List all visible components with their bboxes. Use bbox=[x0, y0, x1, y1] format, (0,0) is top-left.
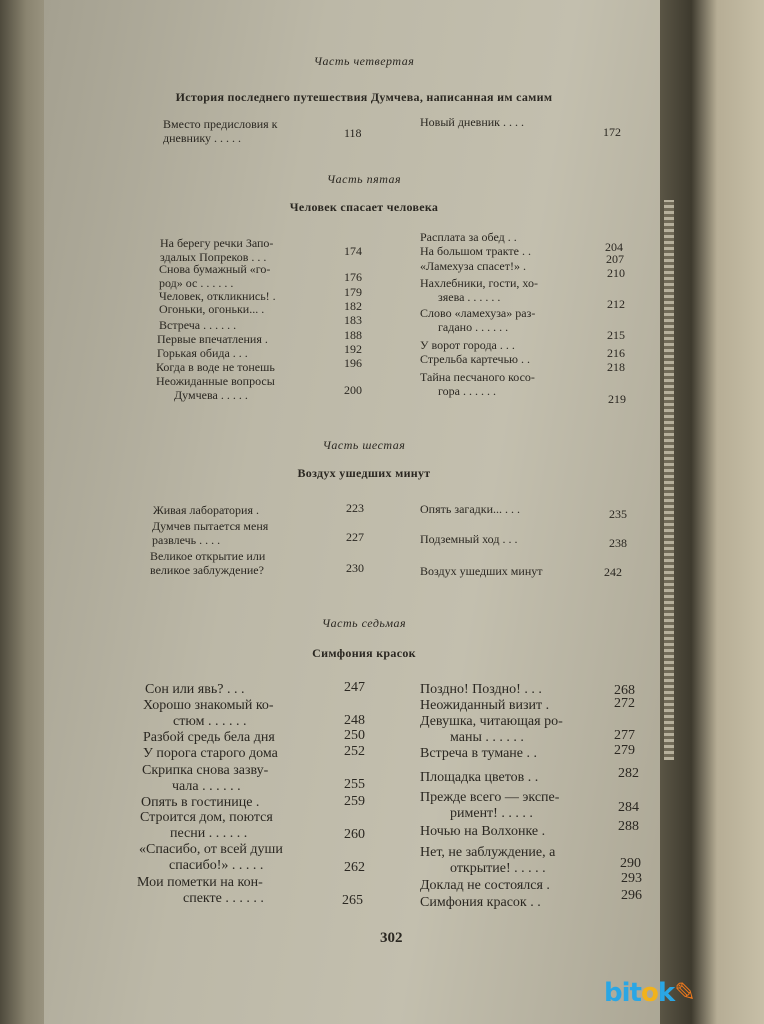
part-4-title: История последнего путешествия Думчева, написанная им самим bbox=[175, 90, 553, 104]
part-5-title: Человек спасает человека bbox=[289, 200, 439, 214]
part-7-heading: Часть седьмая bbox=[321, 616, 407, 630]
entry-line: здалых Попреков . . . bbox=[160, 250, 267, 264]
entry-line: маны . . . . . . bbox=[450, 730, 524, 745]
entry-line: дневнику . . . . . bbox=[163, 131, 242, 145]
toc-page-number: 218 bbox=[607, 360, 625, 374]
toc-page-number: 290 bbox=[620, 856, 641, 871]
entry-line: Нахлебники, гости, хо- bbox=[420, 276, 538, 290]
toc-entry bbox=[141, 795, 259, 811]
toc-entry bbox=[152, 519, 268, 547]
entry-line: У порога старого дома bbox=[143, 746, 278, 761]
toc-entry bbox=[420, 564, 543, 578]
toc-page-number: 279 bbox=[614, 743, 635, 758]
toc-entry bbox=[420, 746, 537, 762]
toc-page-number: 216 bbox=[607, 346, 625, 360]
toc-entry bbox=[420, 845, 555, 877]
toc-entry bbox=[420, 276, 538, 304]
entry-line: Когда в воде не тонешь bbox=[156, 360, 275, 374]
toc-page-number: 176 bbox=[344, 270, 362, 284]
toc-entry bbox=[156, 360, 275, 374]
toc-page-number: 250 bbox=[344, 728, 365, 743]
toc-entry bbox=[139, 842, 283, 874]
entry-line: Ночью на Волхонке . bbox=[420, 824, 546, 839]
entry-line: Воздух ушедших минут bbox=[420, 564, 543, 578]
entry-line: Расплата за обед . . bbox=[420, 230, 517, 244]
toc-page-number: 268 bbox=[614, 683, 635, 698]
toc-page-number: 272 bbox=[614, 696, 635, 711]
toc-page-number: 282 bbox=[618, 766, 639, 781]
toc-entry bbox=[420, 338, 515, 352]
entry-line: На берегу речки Запо- bbox=[160, 236, 274, 250]
toc-page-number: 259 bbox=[344, 794, 365, 809]
toc-entry bbox=[140, 810, 273, 842]
entry-line: Неожиданный визит . bbox=[420, 698, 550, 713]
entry-line: Слово «ламехуза» раз- bbox=[420, 306, 536, 320]
entry-line: Неожиданные вопросы bbox=[156, 374, 275, 388]
toc-entry bbox=[156, 374, 275, 402]
hammer-icon: ✎ bbox=[674, 978, 695, 1008]
toc-page-number: 174 bbox=[344, 244, 362, 258]
part-4-heading: Часть четвертая bbox=[313, 54, 415, 68]
part-5-heading: Часть пятая bbox=[326, 172, 402, 186]
entry-line: Мои пометки на кон- bbox=[137, 875, 263, 890]
page-number: 302 bbox=[380, 930, 403, 946]
toc-page-number: 265 bbox=[342, 893, 363, 908]
entry-line: Девушка, читающая ро- bbox=[420, 714, 563, 729]
book-edge-left bbox=[0, 0, 48, 1024]
book-gutter bbox=[657, 0, 764, 1024]
toc-page-number: 288 bbox=[618, 819, 639, 834]
entry-line: Встреча в тумане . . bbox=[420, 746, 538, 761]
entry-line: Тайна песчаного косо- bbox=[420, 370, 535, 384]
toc-page-number: 262 bbox=[344, 860, 365, 875]
toc-entry bbox=[143, 730, 275, 746]
entry-line: «Спасибо, от всей души bbox=[139, 842, 283, 857]
entry-line: На большом тракте . . bbox=[420, 244, 531, 258]
toc-entry bbox=[143, 746, 278, 762]
watermark-middle: o bbox=[640, 978, 658, 1008]
toc-page-number: 192 bbox=[344, 342, 362, 356]
entry-line: спекте . . . . . . bbox=[183, 891, 264, 906]
toc-page-number: 212 bbox=[607, 297, 625, 311]
entry-line: Поздно! Поздно! . . . bbox=[420, 682, 542, 697]
entry-line: Первые впечатления . bbox=[157, 332, 268, 346]
toc-page-number: 230 bbox=[346, 561, 364, 575]
entry-line: Вместо предисловия к bbox=[163, 117, 278, 131]
entry-line: Симфония красок . . bbox=[420, 895, 541, 910]
site-watermark-logo bbox=[604, 978, 695, 1008]
toc-entry bbox=[420, 770, 538, 786]
toc-page-number: 255 bbox=[344, 777, 365, 792]
toc-page-number: 260 bbox=[344, 827, 365, 842]
entry-line: Думчева . . . . . bbox=[174, 388, 248, 402]
toc-page-number: 183 bbox=[344, 313, 362, 327]
toc-page-number: 296 bbox=[621, 888, 642, 903]
entry-line: род» ос . . . . . . bbox=[159, 276, 234, 290]
entry-line: Снова бумажный «го- bbox=[159, 262, 271, 276]
toc-page-number: 247 bbox=[344, 680, 365, 695]
toc-page-number: 179 bbox=[344, 285, 362, 299]
toc-entry bbox=[160, 236, 273, 264]
entry-line: Хорошо знакомый ко- bbox=[143, 698, 274, 713]
toc-page-number: 252 bbox=[344, 744, 365, 759]
entry-line: Встреча . . . . . . bbox=[159, 318, 237, 332]
entry-line: Думчев пытается меня bbox=[152, 519, 269, 533]
entry-line: открытие! . . . . . bbox=[450, 861, 546, 876]
toc-entry bbox=[159, 318, 236, 332]
entry-line: Живая лаборатория . bbox=[153, 503, 259, 517]
entry-line: римент! . . . . . bbox=[450, 806, 533, 821]
toc-entry bbox=[420, 370, 535, 398]
toc-entry bbox=[159, 302, 264, 316]
toc-entry bbox=[157, 346, 248, 360]
watermark-right: k bbox=[657, 978, 675, 1008]
entry-line: гадано . . . . . . bbox=[438, 320, 509, 334]
toc-page-number: 219 bbox=[608, 392, 626, 406]
entry-line: Опять загадки... . . . bbox=[420, 502, 520, 516]
entry-line: У ворот города . . . bbox=[420, 338, 515, 352]
entry-line: Разбой средь бела дня bbox=[143, 730, 275, 745]
toc-entry bbox=[420, 259, 526, 273]
toc-entry bbox=[420, 714, 563, 746]
part-7-title: Симфония красок bbox=[312, 646, 416, 660]
toc-page-number: 182 bbox=[344, 299, 362, 313]
toc-entry bbox=[420, 824, 545, 840]
toc-page-number: 248 bbox=[344, 713, 365, 728]
toc-page-number: 207 bbox=[606, 252, 624, 266]
toc-page-number: 238 bbox=[609, 536, 627, 550]
toc-entry bbox=[420, 115, 524, 129]
toc-page-number: 277 bbox=[614, 728, 635, 743]
entry-line: Опять в гостинице . bbox=[141, 795, 260, 810]
toc-entry bbox=[420, 532, 517, 546]
toc-entry bbox=[157, 332, 268, 346]
entry-line: Великое открытие или bbox=[150, 549, 266, 563]
toc-page-number: 227 bbox=[346, 530, 364, 544]
entry-line: гора . . . . . . bbox=[438, 384, 496, 398]
toc-entry bbox=[420, 790, 559, 822]
entry-line: зяева . . . . . . bbox=[438, 290, 501, 304]
toc-page-number: 242 bbox=[604, 565, 622, 579]
toc-page-number: 223 bbox=[346, 501, 364, 515]
entry-line: Сон или явь? . . . bbox=[145, 682, 245, 697]
entry-line: стюм . . . . . . bbox=[173, 714, 247, 729]
entry-line: спасибо!» . . . . . bbox=[169, 858, 264, 873]
toc-entry bbox=[143, 698, 274, 730]
part-6-heading: Часть шестая bbox=[322, 438, 406, 452]
entry-line: Горькая обида . . . bbox=[157, 346, 248, 360]
toc-entry bbox=[420, 878, 550, 894]
toc-entry bbox=[420, 244, 531, 258]
toc-page-number: 235 bbox=[609, 507, 627, 521]
toc-page-number: 284 bbox=[618, 800, 639, 815]
toc-page-number: 204 bbox=[605, 240, 623, 254]
entry-line: Стрельба картечью . . bbox=[420, 352, 531, 366]
toc-entry bbox=[420, 502, 520, 516]
toc-page-number: 172 bbox=[603, 125, 621, 139]
toc-page-number: 188 bbox=[344, 328, 362, 342]
toc-entry bbox=[163, 117, 278, 145]
toc-entry bbox=[159, 262, 270, 290]
toc-entry bbox=[137, 875, 264, 907]
entry-line: Человек, откликнись! . bbox=[159, 289, 276, 303]
toc-entry bbox=[420, 306, 535, 334]
toc-entry bbox=[142, 763, 268, 795]
toc-entry bbox=[420, 230, 517, 244]
entry-line: великое заблуждение? bbox=[150, 563, 264, 577]
toc-entry bbox=[153, 503, 259, 517]
entry-line: Огоньки, огоньки... . bbox=[159, 302, 265, 316]
toc-entry bbox=[420, 682, 542, 698]
toc-page-number: 118 bbox=[344, 126, 362, 140]
entry-line: развлечь . . . . bbox=[152, 533, 221, 547]
toc-entry bbox=[159, 289, 276, 303]
toc-entry bbox=[145, 682, 244, 698]
entry-line: Подземный ход . . . bbox=[420, 532, 518, 546]
toc-entry bbox=[420, 352, 530, 366]
entry-line: «Ламехуза спасет!» . bbox=[420, 259, 526, 273]
toc-entry bbox=[150, 549, 265, 577]
entry-line: Доклад не состоялся . bbox=[420, 878, 550, 893]
watermark-left: bit bbox=[604, 978, 641, 1008]
part-6-title: Воздух ушедших минут bbox=[297, 466, 431, 480]
entry-line: Строится дом, поются bbox=[140, 810, 273, 825]
toc-page-number: 215 bbox=[607, 328, 625, 342]
entry-line: Скрипка снова зазву- bbox=[142, 763, 269, 778]
entry-line: Площадка цветов . . bbox=[420, 770, 539, 785]
toc-page-number: 210 bbox=[607, 266, 625, 280]
toc-entry bbox=[420, 698, 549, 714]
entry-line: Нет, не заблуждение, а bbox=[420, 845, 556, 860]
entry-line: Прежде всего — экспе- bbox=[420, 790, 560, 805]
toc-page-number: 196 bbox=[344, 356, 362, 370]
toc-page-number: 200 bbox=[344, 383, 362, 397]
toc-entry bbox=[420, 895, 541, 911]
entry-line: Новый дневник . . . . bbox=[420, 115, 525, 129]
toc-page-number: 293 bbox=[621, 871, 642, 886]
entry-line: песни . . . . . . bbox=[170, 826, 248, 841]
entry-line: чала . . . . . . bbox=[172, 779, 241, 794]
